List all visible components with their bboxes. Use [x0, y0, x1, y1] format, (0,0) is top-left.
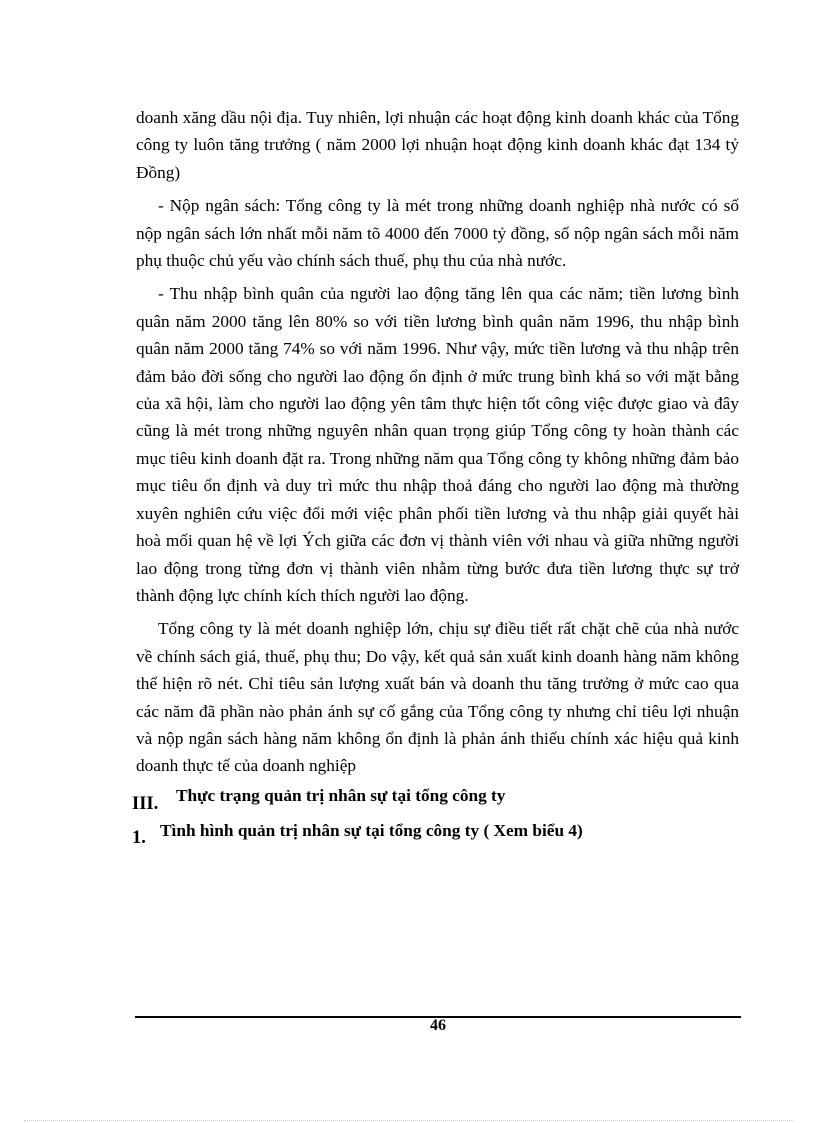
subsection-number: 1.	[132, 827, 146, 848]
paragraph-income: - Thu nhập bình quân của người lao động tăng lên qua các năm; tiền lương bình quân năm 2000 tăng lên 80% so với tiền lương bình quân năm 1996, thu nhập bình quân năm 2000 tăng 74% so với năm 1996. Như vậy, mức tiền lương và thu nhập trên đảm bảo đời sống cho người lao động ổn định ở mức trung bình khá so với mặt bằng của xã hội, làm cho người lao động yên tâm thực hiện tốt công việc được giao và đây cũng là mét trong những nguyên nhân quan trọng giúp Tổng công ty hoàn thành các mục tiêu kinh doanh đặt ra. Trong những năm qua Tổng công ty không những đảm bảo mục tiêu ổn định và duy trì mức thu nhập thoả đáng cho người lao động mà thường xuyên nghiên cứu việc đổi mới việc phân phối tiền lương và thu nhập giải quyết hài hoà mối quan hệ về lợi Ých giữa các đơn vị thành viên với nhau và giữa những người lao động trong từng đơn vị thành viên nhằm từng bước đưa tiền lương thực sự trở thành động lực chính kích thích người lao động.	[136, 284, 739, 605]
subsection-title: Tình hình quản trị nhân sự tại tổng công ty ( Xem biểu 4)	[160, 820, 583, 840]
section-number: III.	[132, 793, 159, 814]
paragraph-continuation: doanh xăng dầu nội địa. Tuy nhiên, lợi nhuận các hoạt động kinh doanh khác của Tổng công ty luôn tăng trưởng ( năm 2000 lợi nhuận hoạt động kinh doanh khác đạt 134 tỷ Đồng)	[136, 108, 739, 182]
document-body	[132, 104, 739, 850]
section-title: Thực trạng quản trị nhân sự tại tổng công ty	[176, 785, 506, 805]
section-heading	[132, 785, 739, 816]
page-number: 46	[430, 1017, 446, 1034]
bottom-dotted-border	[24, 1120, 794, 1121]
paragraph-summary: Tổng công ty là mét doanh nghiệp lớn, chịu sự điều tiết rất chặt chẽ của nhà nước về chính sách giá, thuế, phụ thu; Do vậy, kết quả sản xuất kinh doanh hàng năm không thể hiện rõ nét. Chỉ tiêu sản lượng xuất bán và doanh thu tăng trưởng ở mức cao qua các năm đã phần nào phản ánh sự cố gắng của Tổng công ty nhưng chỉ tiêu lợi nhuận và nộp ngân sách hàng năm không ổn định là phản ánh thiếu chính xác hiệu quả kinh doanh thực tế của doanh nghiệp	[136, 619, 739, 776]
paragraph-budget: - Nộp ngân sách: Tổng công ty là mét trong những doanh nghiệp nhà nước có số nộp ngân sách lớn nhất mỗi năm tõ 4000 đến 7000 tỷ đồng, số nộp ngân sách mỗi năm phụ thuộc chủ yếu vào chính sách thuế, phụ thu của nhà nước.	[136, 196, 739, 271]
subsection-heading	[132, 820, 739, 850]
